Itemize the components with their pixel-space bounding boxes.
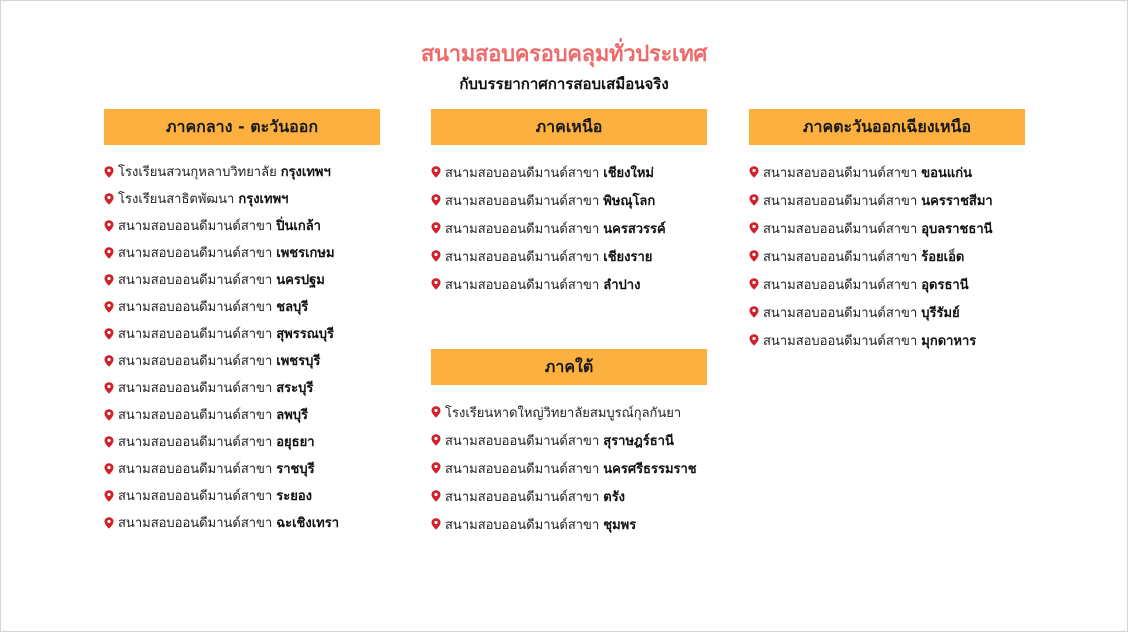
map-pin-icon <box>431 250 441 262</box>
venue-location: มุกดาหาร <box>921 333 977 349</box>
venue-location: ร้อยเอ็ด <box>921 249 965 265</box>
region-header-central: ภาคกลาง - ตะวันออก <box>104 109 380 145</box>
venue-location: เพชรเกษม <box>276 246 335 261</box>
venue-item <box>749 270 1025 298</box>
venue-item <box>431 242 707 270</box>
venue-item <box>749 158 1025 186</box>
map-pin-icon <box>749 278 759 290</box>
venue-location: ปิ่นเกล้า <box>276 219 321 234</box>
venue-location: ระยอง <box>276 489 312 504</box>
map-pin-icon <box>104 328 114 340</box>
venue-list-central <box>104 145 380 536</box>
venue-name: สนามสอบออนดีมานด์สาขา <box>445 221 600 237</box>
venue-location: เพชรบุรี <box>276 354 321 369</box>
venue-location: อุดรธานี <box>921 277 969 293</box>
venue-item <box>431 510 707 538</box>
map-pin-icon <box>749 250 759 262</box>
map-pin-icon <box>104 193 114 205</box>
venue-list-north <box>431 145 707 298</box>
venue-item <box>431 454 707 482</box>
map-pin-icon <box>104 247 114 259</box>
map-pin-icon <box>431 490 441 502</box>
venue-location: เชียงใหม่ <box>603 165 654 181</box>
venue-location: สระบุรี <box>276 381 314 396</box>
venue-item <box>749 326 1025 354</box>
venue-item <box>104 158 380 185</box>
map-pin-icon <box>104 490 114 502</box>
venue-location: เชียงราย <box>603 249 653 265</box>
map-pin-icon <box>749 194 759 206</box>
venue-name: สนามสอบออนดีมานด์สาขา <box>118 381 273 396</box>
venue-item <box>431 398 707 426</box>
venue-item <box>104 509 380 536</box>
venue-item <box>104 185 380 212</box>
venue-name: โรงเรียนสวนกุหลาบวิทยาลัย <box>118 165 277 180</box>
map-pin-icon <box>431 194 441 206</box>
venue-name: สนามสอบออนดีมานด์สาขา <box>763 277 918 293</box>
venue-name: สนามสอบออนดีมานด์สาขา <box>118 327 273 342</box>
region-header-northeast: ภาคตะวันออกเฉียงเหนือ <box>749 109 1025 145</box>
venue-name: สนามสอบออนดีมานด์สาขา <box>445 489 600 505</box>
map-pin-icon <box>104 166 114 178</box>
venue-list-northeast <box>749 145 1025 354</box>
map-pin-icon <box>431 518 441 530</box>
map-pin-icon <box>749 334 759 346</box>
venue-name: สนามสอบออนดีมานด์สาขา <box>118 300 273 315</box>
venue-name: สนามสอบออนดีมานด์สาขา <box>445 165 600 181</box>
map-pin-icon <box>749 306 759 318</box>
venue-item <box>104 482 380 509</box>
map-pin-icon <box>104 436 114 448</box>
map-pin-icon <box>431 222 441 234</box>
venue-name: โรงเรียนหาดใหญ่วิทยาลัยสมบูรณ์กุลกันยา <box>445 405 682 421</box>
venue-location: นครปฐม <box>276 273 325 288</box>
venue-item <box>431 270 707 298</box>
map-pin-icon <box>104 274 114 286</box>
venue-name: สนามสอบออนดีมานด์สาขา <box>763 333 918 349</box>
venue-location: นครราชสีมา <box>921 193 993 209</box>
venue-name: สนามสอบออนดีมานด์สาขา <box>118 516 273 531</box>
venue-location: ขอนแก่น <box>921 165 972 181</box>
venue-name: สนามสอบออนดีมานด์สาขา <box>763 305 918 321</box>
venue-location: กรุงเทพฯ <box>280 165 331 180</box>
venue-location: นครศรีธรรมราช <box>603 461 697 477</box>
region-north <box>431 109 707 298</box>
venue-location: อยุธยา <box>276 435 315 450</box>
venue-item <box>749 186 1025 214</box>
venue-item <box>104 455 380 482</box>
map-pin-icon <box>104 409 114 421</box>
venue-name: สนามสอบออนดีมานด์สาขา <box>445 249 600 265</box>
map-pin-icon <box>104 220 114 232</box>
venue-name: สนามสอบออนดีมานด์สาขา <box>445 433 600 449</box>
map-pin-icon <box>431 462 441 474</box>
map-pin-icon <box>104 355 114 367</box>
map-pin-icon <box>431 278 441 290</box>
map-pin-icon <box>431 434 441 446</box>
venue-location: ฉะเชิงเทรา <box>276 516 339 531</box>
venue-item <box>431 214 707 242</box>
page-subtitle: กับบรรยากาศการสอบเสมือนจริง <box>459 75 669 93</box>
venue-name: สนามสอบออนดีมานด์สาขา <box>445 277 600 293</box>
region-header-south: ภาคใต้ <box>431 349 707 385</box>
map-pin-icon <box>104 517 114 529</box>
venue-location: ชลบุรี <box>276 300 309 315</box>
map-pin-icon <box>749 166 759 178</box>
venue-name: สนามสอบออนดีมานด์สาขา <box>118 489 273 504</box>
venue-item <box>104 428 380 455</box>
venue-name: สนามสอบออนดีมานด์สาขา <box>445 517 600 533</box>
venue-location: ลพบุรี <box>276 408 309 423</box>
venue-location: ชุมพร <box>603 517 637 533</box>
venue-location: บุรีรัมย์ <box>921 305 960 321</box>
venue-location: สุราษฎร์ธานี <box>603 433 674 449</box>
venue-location: พิษณุโลก <box>603 193 656 209</box>
region-central <box>104 109 380 536</box>
venue-item <box>104 374 380 401</box>
venue-item <box>431 158 707 186</box>
venue-item <box>431 426 707 454</box>
venue-location: ลำปาง <box>603 277 641 293</box>
venue-item <box>749 242 1025 270</box>
venue-name: สนามสอบออนดีมานด์สาขา <box>763 193 918 209</box>
venue-location: สุพรรณบุรี <box>276 327 335 342</box>
venue-name: โรงเรียนสาธิตพัฒนา <box>118 192 235 207</box>
venue-name: สนามสอบออนดีมานด์สาขา <box>118 219 273 234</box>
map-pin-icon <box>104 301 114 313</box>
venue-list-south <box>431 385 707 538</box>
venue-name: สนามสอบออนดีมานด์สาขา <box>445 461 600 477</box>
region-northeast <box>749 109 1025 354</box>
venue-name: สนามสอบออนดีมานด์สาขา <box>763 221 918 237</box>
venue-location: อุบลราชธานี <box>921 221 993 237</box>
venue-name: สนามสอบออนดีมานด์สาขา <box>118 354 273 369</box>
region-header-north: ภาคเหนือ <box>431 109 707 145</box>
venue-item <box>104 293 380 320</box>
map-pin-icon <box>104 382 114 394</box>
venue-name: สนามสอบออนดีมานด์สาขา <box>445 193 600 209</box>
venue-item <box>104 239 380 266</box>
venue-item <box>431 186 707 214</box>
venue-item <box>104 401 380 428</box>
venue-location: นครสวรรค์ <box>603 221 666 237</box>
map-pin-icon <box>104 463 114 475</box>
venue-name: สนามสอบออนดีมานด์สาขา <box>118 273 273 288</box>
map-pin-icon <box>431 166 441 178</box>
venue-name: สนามสอบออนดีมานด์สาขา <box>118 462 273 477</box>
venue-name: สนามสอบออนดีมานด์สาขา <box>118 408 273 423</box>
venue-location: ราชบุรี <box>276 462 315 477</box>
venue-item <box>431 482 707 510</box>
venue-name: สนามสอบออนดีมานด์สาขา <box>118 435 273 450</box>
venue-item <box>104 212 380 239</box>
venue-item <box>749 214 1025 242</box>
venue-item <box>104 320 380 347</box>
venue-item <box>749 298 1025 326</box>
venue-location: ตรัง <box>603 489 626 505</box>
venue-item <box>104 266 380 293</box>
venue-name: สนามสอบออนดีมานด์สาขา <box>118 246 273 261</box>
page-title: สนามสอบครอบคลุมทั่วประเทศ <box>420 42 708 67</box>
map-pin-icon <box>749 222 759 234</box>
map-pin-icon <box>431 406 441 418</box>
venue-item <box>104 347 380 374</box>
venue-name: สนามสอบออนดีมานด์สาขา <box>763 249 918 265</box>
venue-location: กรุงเทพฯ <box>238 192 289 207</box>
region-south <box>431 349 707 538</box>
venue-name: สนามสอบออนดีมานด์สาขา <box>763 165 918 181</box>
